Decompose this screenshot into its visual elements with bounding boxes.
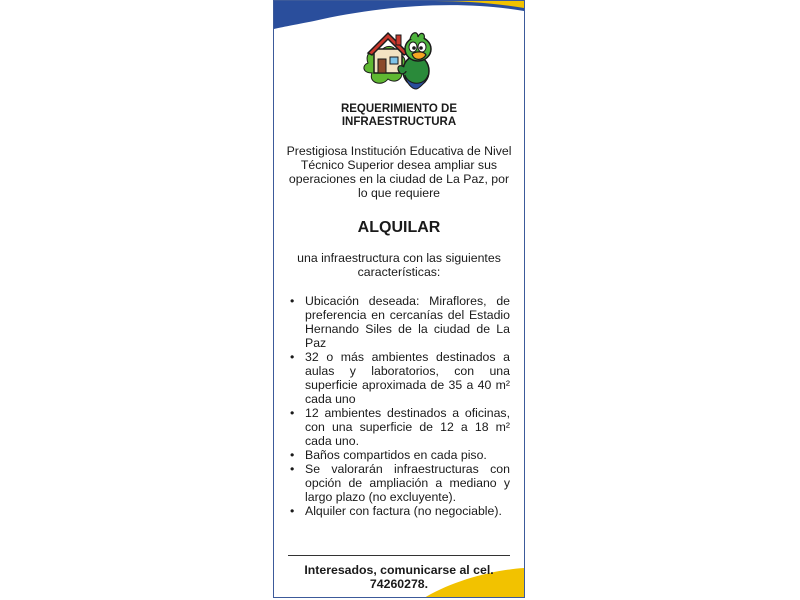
requirement-item: • 32 o más ambientes destinados a aulas y laboratorios, con una superficie aproximada de 35 a 40 m² cada uno	[288, 350, 510, 406]
requirement-item: • Se valorarán infraestructuras con opción de ampliación a mediano y largo plazo (no excluyente).	[288, 462, 510, 504]
requirements-list	[288, 294, 510, 518]
ad-verb-alquilar: ALQUILAR	[357, 219, 441, 236]
requirement-item: • Baños compartidos en cada piso.	[288, 448, 510, 462]
requirement-item: • 12 ambientes destinados a oficinas, con una superficie de 12 a 18 m² cada uno.	[288, 406, 510, 448]
ad-panel	[273, 0, 525, 598]
requirement-item: • Alquiler con factura (no negociable).	[288, 504, 510, 518]
ad-intro-paragraph: Prestigiosa Institución Educativa de Nivel Técnico Superior desea ampliar sus operaciones en la ciudad de La Paz, por lo que requiere	[286, 144, 512, 200]
contact-info: Interesados, comunicarse al cel. 74260278.	[304, 563, 494, 591]
ad-heading: REQUERIMIENTO DE INFRAESTRUCTURA	[340, 103, 458, 128]
ad-lead-paragraph: una infraestructura con las siguientes características:	[297, 251, 501, 279]
divider	[288, 555, 510, 556]
house-parrot-mascot-icon	[360, 23, 440, 93]
requirement-item: • Ubicación deseada: Miraflores, de preferencia en cercanías del Estadio Hernando Siles de la ciudad de La Paz	[288, 294, 510, 350]
